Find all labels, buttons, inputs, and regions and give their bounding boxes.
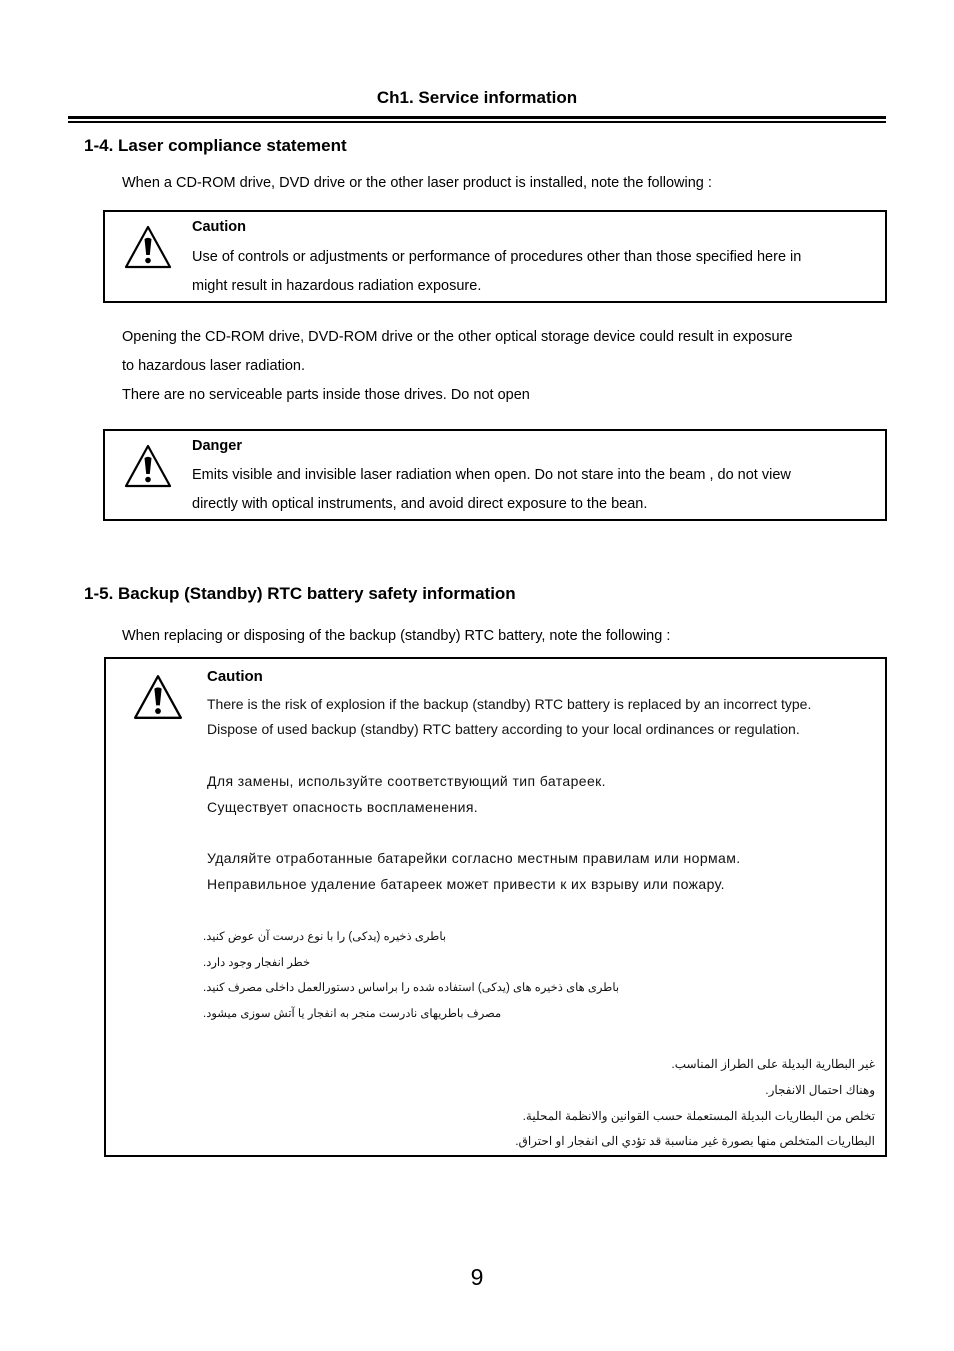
- laser-caution-line1: Use of controls or adjustments or performance of procedures other than those specified here in: [192, 249, 802, 265]
- page-header-title: Ch1. Service information: [376, 88, 578, 107]
- battery-fa-line3: باطری های ذخیره های (یدکی) استفاده شده را براساس دستورالعمل داخلی مصرف کنید.: [203, 982, 620, 994]
- laser-caution-title: Caution: [192, 219, 246, 235]
- laser-para-line3: There are no serviceable parts inside those drives. Do not open: [122, 387, 530, 403]
- battery-ru-line1: Для замены, используйте соответствующий тип батареек.: [207, 773, 606, 789]
- battery-intro: When replacing or disposing of the backup (standby) RTC battery, note the following :: [122, 628, 671, 644]
- page-number: 9: [470, 1264, 484, 1290]
- warning-triangle-icon: [123, 224, 173, 270]
- laser-danger-line2: directly with optical instruments, and avoid direct exposure to the bean.: [192, 496, 648, 512]
- laser-caution-line2: might result in hazardous radiation exposure.: [192, 278, 482, 294]
- section-heading-battery: 1-5. Backup (Standby) RTC battery safety information: [84, 584, 516, 603]
- laser-danger-line1: Emits visible and invisible laser radiation when open. Do not stare into the beam , do not view: [192, 467, 791, 483]
- battery-ar-line3: تخلص من البطاريات البديلة المستعملة حسب القوانين والانظمة المحلية.: [522, 1109, 875, 1123]
- laser-para-line2: to hazardous laser radiation.: [122, 358, 305, 374]
- battery-fa-line4: مصرف باطریهای نادرست منجر به انفجار یا آتش سوزی میشود.: [203, 1008, 502, 1020]
- warning-triangle-icon: [123, 443, 173, 489]
- section-heading-laser: 1-4. Laser compliance statement: [84, 136, 347, 155]
- warning-triangle-icon: [132, 673, 184, 721]
- laser-danger-box: [103, 429, 887, 521]
- battery-ar-line4: البطاريات المتخلص منها بصورة غير مناسبة قد تؤدي الى انفجار او احتراق.: [515, 1134, 875, 1148]
- laser-intro: When a CD-ROM drive, DVD drive or the other laser product is installed, note the following :: [122, 175, 712, 191]
- battery-caution-box: [104, 657, 887, 1157]
- laser-para-line1: Opening the CD-ROM drive, DVD-ROM drive or the other optical storage device could result in exposure: [122, 329, 793, 345]
- battery-fa-line1: باطری ذخیره (یدکی) را با نوع درست آن عوض کنید.: [203, 931, 447, 943]
- battery-ru-line3: Удаляйте отработанные батарейки согласно местным правилам или нормам.: [207, 850, 741, 866]
- battery-ru-line4: Неправильное удаление батареек может привести к их взрыву или пожару.: [207, 876, 725, 892]
- battery-caution-title: Caution: [207, 668, 263, 685]
- battery-ru-line2: Существует опасность воспламенения.: [207, 799, 479, 815]
- battery-en-line1: There is the risk of explosion if the backup (standby) RTC battery is replaced by an incorrect type.: [207, 696, 812, 712]
- laser-caution-box: [103, 210, 887, 303]
- laser-danger-title: Danger: [192, 438, 242, 454]
- battery-fa-line2: خطر انفجار وجود دارد.: [203, 957, 311, 969]
- header-rule-thin: [68, 121, 886, 123]
- battery-en-line2: Dispose of used backup (standby) RTC battery according to your local ordinances or regulation.: [207, 721, 800, 737]
- header-rule-thick: [68, 116, 886, 119]
- battery-ar-line1: غير البطارية البديلة على الطراز المناسب.: [671, 1057, 875, 1071]
- battery-ar-line2: وهناك احتمال الانفجار.: [765, 1083, 875, 1097]
